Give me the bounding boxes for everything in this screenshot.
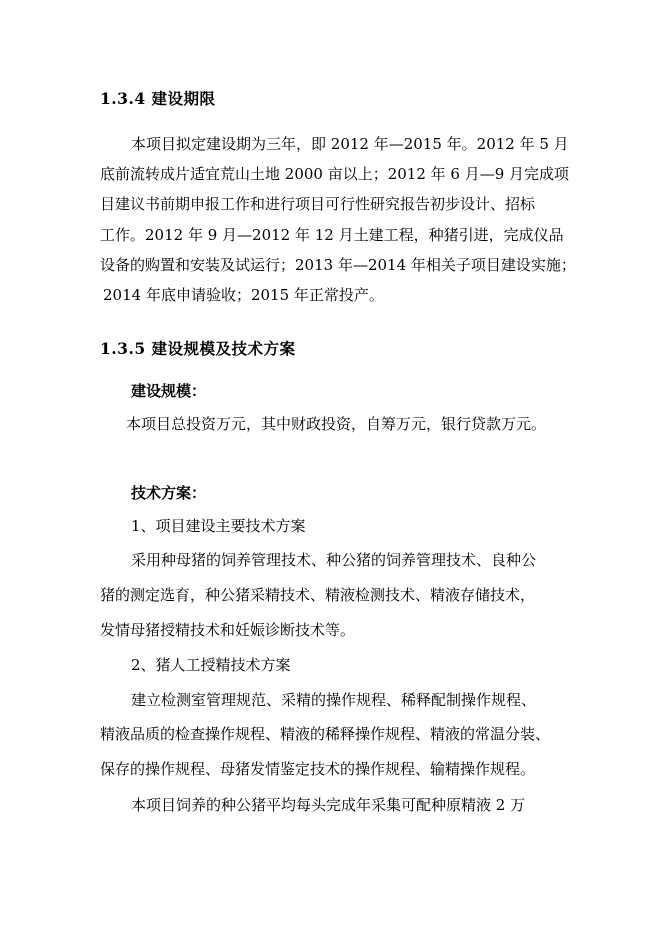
paragraph-line: 建立检测室管理规范、采精的操作规程、稀释配制操作规程、	[131, 691, 537, 709]
paragraph-line: 本项目拟定建设期为三年，即 2012 年—2015 年。2012 年 5 月	[131, 135, 569, 153]
paragraph-line: 底前流转成片适宜荒山土地 2000 亩以上；2012 年 6 月—9 月完成项	[100, 165, 570, 183]
paragraph-line: 采用种母猪的饲养管理技术、种公猪的饲养管理技术、良种公	[131, 551, 537, 569]
item2-title: 2、猪人工授精技术方案	[131, 656, 291, 674]
paragraph-line: 猪的测定选育，种公猪采精技术、精液检测技术、精液存储技术，	[100, 586, 536, 604]
paragraph-line: 工作。2012 年 9 月—2012 年 12 月土建工程，种猪引进，完成仪品	[100, 226, 564, 244]
item1-title: 1、项目建设主要技术方案	[131, 517, 306, 535]
section-heading-1-3-4: 1.3.4 建设期限	[100, 89, 216, 108]
paragraph-line: 本项目饲养的种公猪平均每头完成年采集可配种原精液 2 万	[131, 796, 526, 814]
paragraph-line: 精液品质的检查操作规程、精液的稀释操作规程、精液的常温分装、	[100, 725, 551, 743]
subheading-construction-scale: 建设规模：	[131, 382, 207, 400]
paragraph-line: 2014 年底申请验收；2015 年正常投产。	[103, 286, 384, 304]
subheading-tech-plan: 技术方案：	[131, 484, 207, 502]
paragraph-line: 目建议书前期申报工作和进行项目可行性研究报告初步设计、招标	[100, 195, 536, 213]
section-heading-1-3-5: 1.3.5 建设规模及技术方案	[100, 339, 296, 358]
paragraph-line: 设备的购置和安装及试运行；2013 年—2014 年相关子项目建设实施；	[100, 256, 576, 274]
paragraph-line: 发情母猪授精技术和妊娠诊断技术等。	[100, 621, 356, 639]
paragraph-line: 保存的操作规程、母猪发情鉴定技术的操作规程、输精操作规程。	[100, 760, 536, 778]
scale-text: 本项目总投资万元，其中财政投资，自筹万元，银行贷款万元。	[126, 415, 547, 433]
